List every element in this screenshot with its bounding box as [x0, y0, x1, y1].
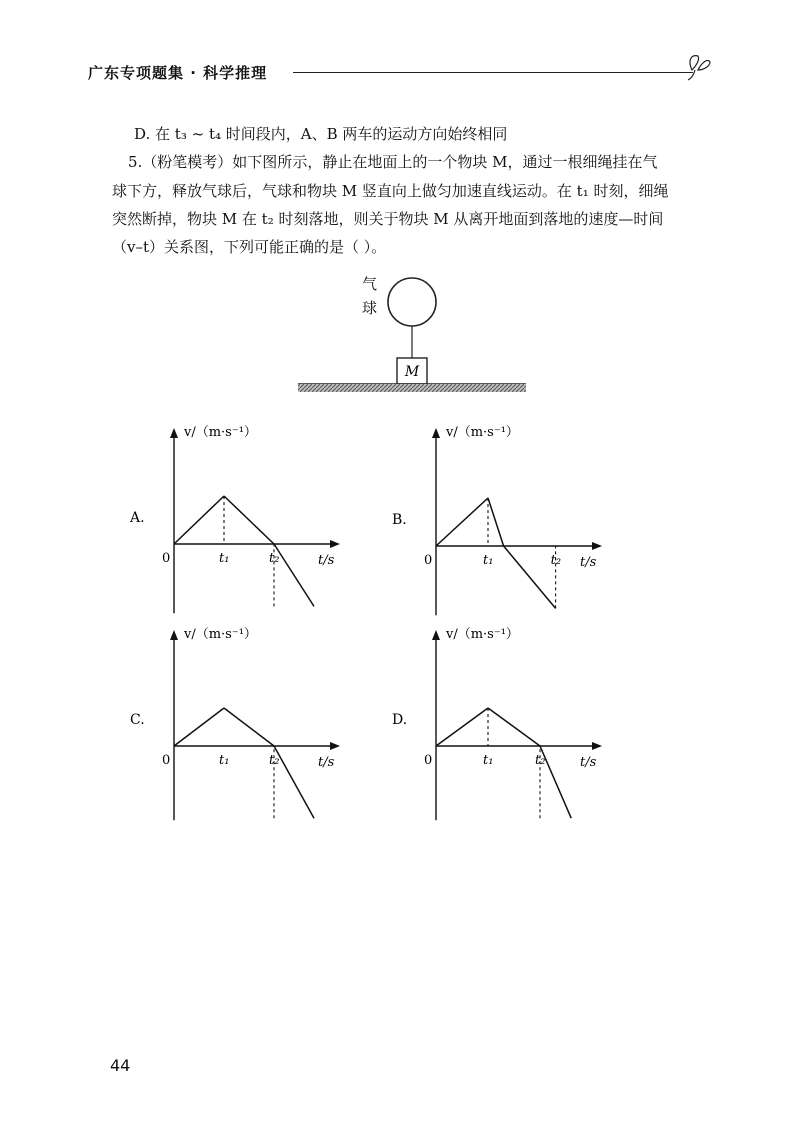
x-axis-arrow — [592, 542, 602, 550]
question-line-1: 5.（粉笔模考）如下图所示，静止在地面上的一个物块 M，通过一根细绳挂在气 — [128, 153, 658, 171]
x-axis-label: t/s — [580, 555, 597, 570]
y-axis-label: v/（m·s⁻¹） — [446, 627, 519, 642]
v-t-segment-1 — [436, 498, 488, 546]
v-t-segment-2 — [488, 708, 540, 746]
question-line-2: 球下方，释放气球后，气球和物块 M 竖直向上做匀加速直线运动。在 t₁ 时刻，细绳 — [112, 182, 669, 200]
ground — [298, 384, 526, 392]
y-axis-arrow — [432, 630, 440, 640]
x-axis-arrow — [330, 540, 340, 548]
balloon-figure — [292, 272, 532, 402]
balloon-label-2: 球 — [362, 299, 378, 317]
v-t-segment-3 — [274, 544, 314, 606]
v-t-segment-2 — [224, 708, 274, 746]
x-axis-arrow — [330, 742, 340, 750]
option-label: C. — [130, 712, 145, 728]
origin-label: 0 — [162, 753, 171, 768]
v-t-segment-1 — [174, 708, 224, 746]
option-label: A. — [130, 510, 145, 526]
x-axis-arrow — [592, 742, 602, 750]
balloon — [388, 278, 436, 326]
option-label: B. — [392, 512, 407, 528]
v-t-segment-3 — [540, 746, 571, 818]
balloon-label-1: 气 — [362, 275, 378, 293]
origin-label: 0 — [424, 753, 433, 768]
sprout-icon — [686, 48, 712, 82]
v-t-segment-1 — [436, 708, 488, 746]
x-axis-label: t/s — [580, 755, 597, 770]
page-number: 44 — [110, 1056, 131, 1075]
tick-label-t2: t₂ — [550, 553, 562, 568]
tick-label-t2: t₂ — [535, 753, 546, 768]
tick-label-t1: t₁ — [219, 551, 230, 566]
tick-label-t1: t₁ — [219, 753, 230, 768]
graph-b — [392, 418, 652, 618]
v-t-segment-3 — [504, 546, 556, 608]
question-line-4: （v–t）关系图，下列可能正确的是（ ）。 — [112, 238, 387, 256]
page-header — [88, 58, 728, 88]
y-axis-arrow — [432, 428, 440, 438]
y-axis-label: v/（m·s⁻¹） — [446, 425, 519, 440]
v-t-segment-2 — [488, 498, 504, 546]
tick-label-t1: t₁ — [483, 553, 494, 568]
y-axis-arrow — [170, 630, 178, 640]
question-line-3: 突然断掉，物块 M 在 t₂ 时刻落地，则关于物块 M 从离开地面到落地的速度—时间 — [112, 210, 664, 228]
y-axis-arrow — [170, 428, 178, 438]
origin-label: 0 — [424, 553, 433, 568]
tick-label-t2: t₂ — [269, 753, 280, 768]
origin-label: 0 — [162, 551, 171, 566]
option-label: D. — [392, 712, 408, 728]
x-axis-label: t/s — [318, 755, 335, 770]
v-t-segment-3 — [274, 746, 314, 818]
graph-c — [130, 620, 390, 830]
tick-label-t2: t₂ — [269, 551, 280, 566]
graph-a — [130, 418, 390, 618]
tick-label-t1: t₁ — [483, 753, 494, 768]
graph-d — [392, 620, 652, 830]
v-t-segment-1 — [174, 496, 224, 544]
x-axis-label: t/s — [318, 553, 335, 568]
y-axis-label: v/（m·s⁻¹） — [184, 627, 257, 642]
header-title: 广东专项题集 · 科学推理 — [88, 64, 268, 82]
block-m-label: M — [404, 364, 420, 380]
option-d-previous: D. 在 t₃ ~ t₄ 时间段内，A、B 两车的运动方向始终相同 — [134, 125, 508, 143]
y-axis-label: v/（m·s⁻¹） — [184, 425, 257, 440]
v-t-segment-2 — [224, 496, 274, 544]
header-rule — [293, 72, 693, 73]
